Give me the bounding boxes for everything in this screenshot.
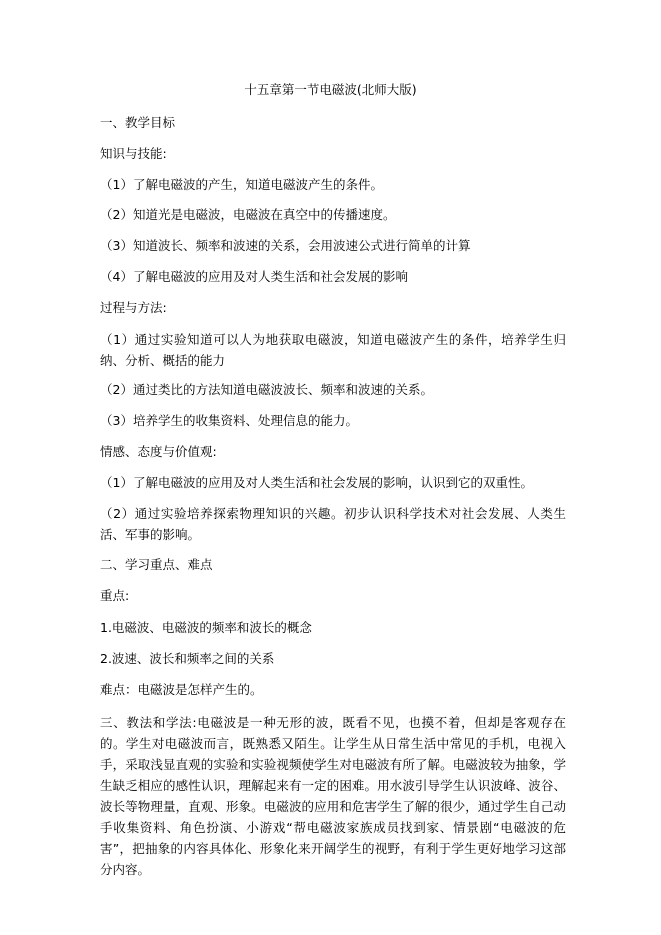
difficulty-line: 难点：电磁波是怎样产生的。 (100, 682, 263, 697)
subheading-emotion: 情感、态度与价值观: (100, 444, 217, 459)
process-item-2: （2）通过类比的方法知道电磁波波长、频率和波速的关系。 (100, 382, 433, 397)
subheading-process: 过程与方法: (100, 300, 167, 315)
knowledge-item-4: （4）了解电磁波的应用及对人类生活和社会发展的影响 (100, 269, 408, 284)
subheading-focus: 重点: (100, 588, 130, 603)
knowledge-item-2: （2）知道光是电磁波，电磁波在真空中的传播速度。 (100, 207, 396, 222)
method-paragraph: 三、教法和学法:电磁波是一种无形的波，既看不见，也摸不着，但却是客观存在的。学生对电磁波而言，既熟悉又陌生。让学生从日常生活中常见的手机，电视入手，采取浅显直观的实验和实验视频使学生对电磁波有所了解。电磁波较为抽象，学生缺乏相应的感性认识，理解起来有一定的困难。用水波引导学生认识波峰、波谷、波长等物理量，直观、形象。电磁波的应用和危害学生了解的很少，通过学生自己动手收集资料、角色扮演、小游戏“帮电磁波家族成员找到家、情景剧“电磁波的危害”，把抽象的内容具体化、形象化来开阔学生的视野，有利于学生更好地学习这部分内容。 (100, 715, 566, 877)
focus-item-1: 1.电磁波、电磁波的频率和波长的概念 (100, 620, 312, 635)
emotion-item-2: （2）通过实验培养探索物理知识的兴趣。初步认识科学技术对社会发展、人类生活、军事的影响。 (100, 506, 566, 542)
subheading-knowledge: 知识与技能: (100, 146, 167, 161)
focus-item-2: 2.波速、波长和频率之间的关系 (100, 651, 275, 666)
section-heading-goals: 一、教学目标 (100, 115, 176, 130)
process-item-3: （3）培养学生的收集资料、处理信息的能力。 (100, 413, 358, 428)
knowledge-item-1: （1）了解电磁波的产生，知道电磁波产生的条件。 (100, 177, 383, 192)
emotion-item-1: （1）了解电磁波的应用及对人类生活和社会发展的影响，认识到它的双重性。 (100, 475, 533, 490)
section-heading-key-points: 二、学习重点、难点 (100, 557, 213, 572)
document-title: 十五章第一节电磁波(北师大版) (244, 82, 417, 97)
knowledge-item-3: （3）知道波长、频率和波速的关系，会用波速公式进行简单的计算 (100, 238, 471, 253)
process-item-1: （1）通过实验知道可以人为地获取电磁波，知道电磁波产生的条件，培养学生归纳、分析、概括的能力 (100, 332, 566, 368)
